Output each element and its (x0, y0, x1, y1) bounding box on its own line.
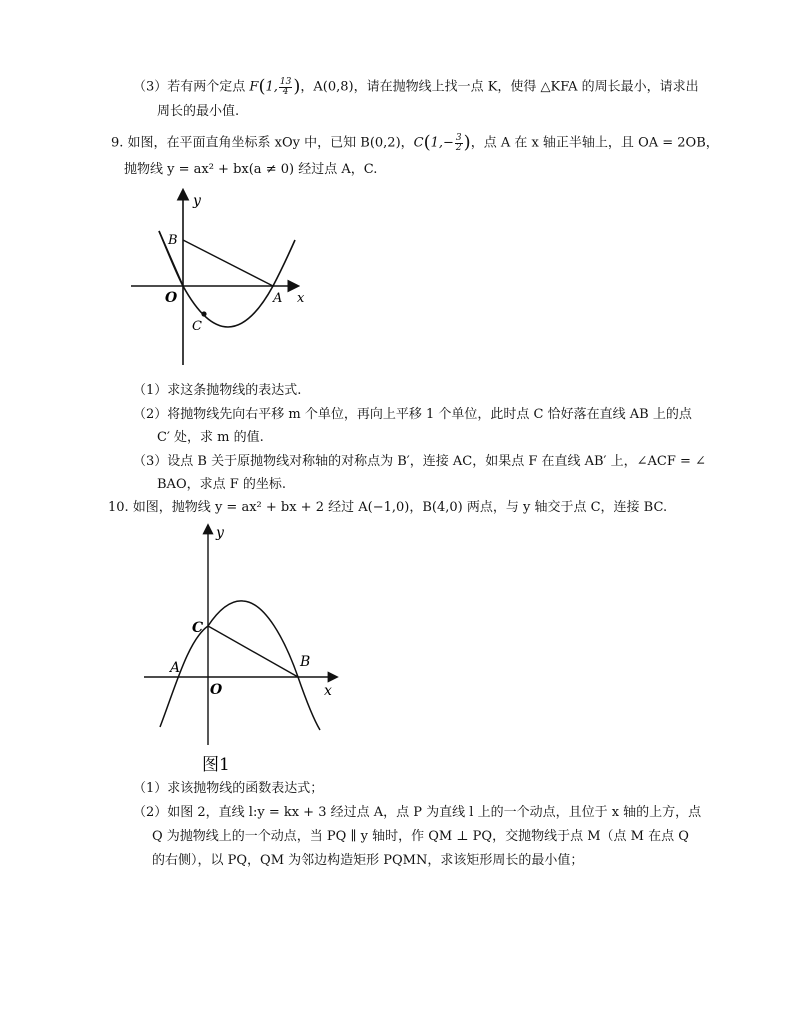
q9-intro-line1 (111, 133, 719, 154)
q9-B-label: B (168, 233, 178, 248)
q9-part3-line1: （3）设点 B 关于原抛物线对称轴的对称点为 B′，连接 AC，如果点 F 在直线 AB′ 上，∠ACF = ∠ (133, 454, 706, 469)
q10-part2-line2: Q 为抛物线上的一个动点，当 PQ ∥ y 轴时，作 QM ⊥ PQ，交抛物线于点 M（点 M 在点 Q (152, 829, 689, 844)
q9-segment-BA (183, 240, 273, 286)
q10-O-label: O (210, 682, 223, 698)
q9-C-label: C (192, 319, 202, 334)
q10-intro: 10. 如图，抛物线 y = ax² + bx + 2 经过 A(−1,0)，B(4,0) 两点，与 y 轴交于点 C，连接 BC. (108, 500, 668, 515)
q9-O-label: O (165, 290, 178, 306)
q10-segment-CB (208, 626, 298, 677)
q9-x-label: x (297, 291, 305, 306)
paren-close: ) (463, 132, 471, 153)
q10-x-label: x (324, 683, 332, 699)
q9-part3-line2: BAO，求点 F 的坐标. (157, 477, 287, 492)
point-F-x: 1, (265, 79, 278, 95)
q9-y-label: y (193, 193, 201, 209)
point-C-y-fraction (455, 134, 463, 153)
q10-parabola (160, 601, 320, 730)
q8-part3-mid: ，A(0,8)，请在抛物线上找一点 K，使得 △KFA 的周长最小，请求出 (300, 79, 699, 95)
q9-intro-1b: ，点 A 在 x 轴正半轴上，且 OA = 2OB， (470, 135, 719, 151)
q9-intro-1a: 9. 如图，在平面直角坐标系 xOy 中，已知 B(0,2)， (111, 135, 414, 151)
q9-part1: （1）求这条抛物线的表达式. (133, 383, 302, 398)
frac-denominator: 2 (455, 142, 462, 153)
q10-C-label: C (192, 620, 204, 636)
frac-numerator: 13 (279, 76, 292, 87)
q8-part3-prefix: （3）若有两个定点 (133, 79, 250, 95)
q10-part1: （1）求该抛物线的函数表达式； (133, 781, 324, 796)
q9-part2-line2: C′ 处，求 m 的值. (157, 430, 264, 445)
q10-part2-line1: （2）如图 2，直线 l:y = kx + 3 经过点 A，点 P 为直线 l 上的一个动点，且位于 x 轴的上方，点 (133, 805, 702, 820)
q10-caption: 图1 (202, 755, 230, 775)
q9-A-label: A (273, 291, 283, 306)
frac-denominator: 4 (282, 86, 289, 97)
paren-open: ( (423, 132, 431, 153)
q8-part3-line1 (133, 77, 699, 98)
point-F-label: F (249, 79, 259, 95)
q10-figure (140, 520, 350, 780)
point-C-label: C (413, 135, 424, 151)
q8-part3-line2: 周长的最小值. (157, 104, 240, 119)
paren-open: ( (258, 76, 266, 97)
paren-close: ) (293, 76, 301, 97)
q9-intro-line2: 抛物线 y = ax² + bx(a ≠ 0) 经过点 A，C. (124, 162, 378, 177)
q9-part2-line1: （2）将抛物线先向右平移 m 个单位，再向上平移 1 个单位，此时点 C 恰好落在直线 AB 上的点 (133, 407, 692, 422)
frac-numerator: 3 (455, 132, 462, 143)
q9-point-C (201, 311, 206, 316)
q9-figure (125, 185, 315, 370)
q10-B-label: B (300, 654, 311, 670)
q10-A-label: A (170, 660, 181, 676)
point-F-y-fraction (279, 78, 292, 97)
q10-y-label: y (216, 525, 224, 541)
q10-part2-line3: 的右侧），以 PQ，QM 为邻边构造矩形 PQMN，求该矩形周长的最小值； (152, 853, 584, 868)
point-C-x: 1,− (430, 135, 454, 151)
